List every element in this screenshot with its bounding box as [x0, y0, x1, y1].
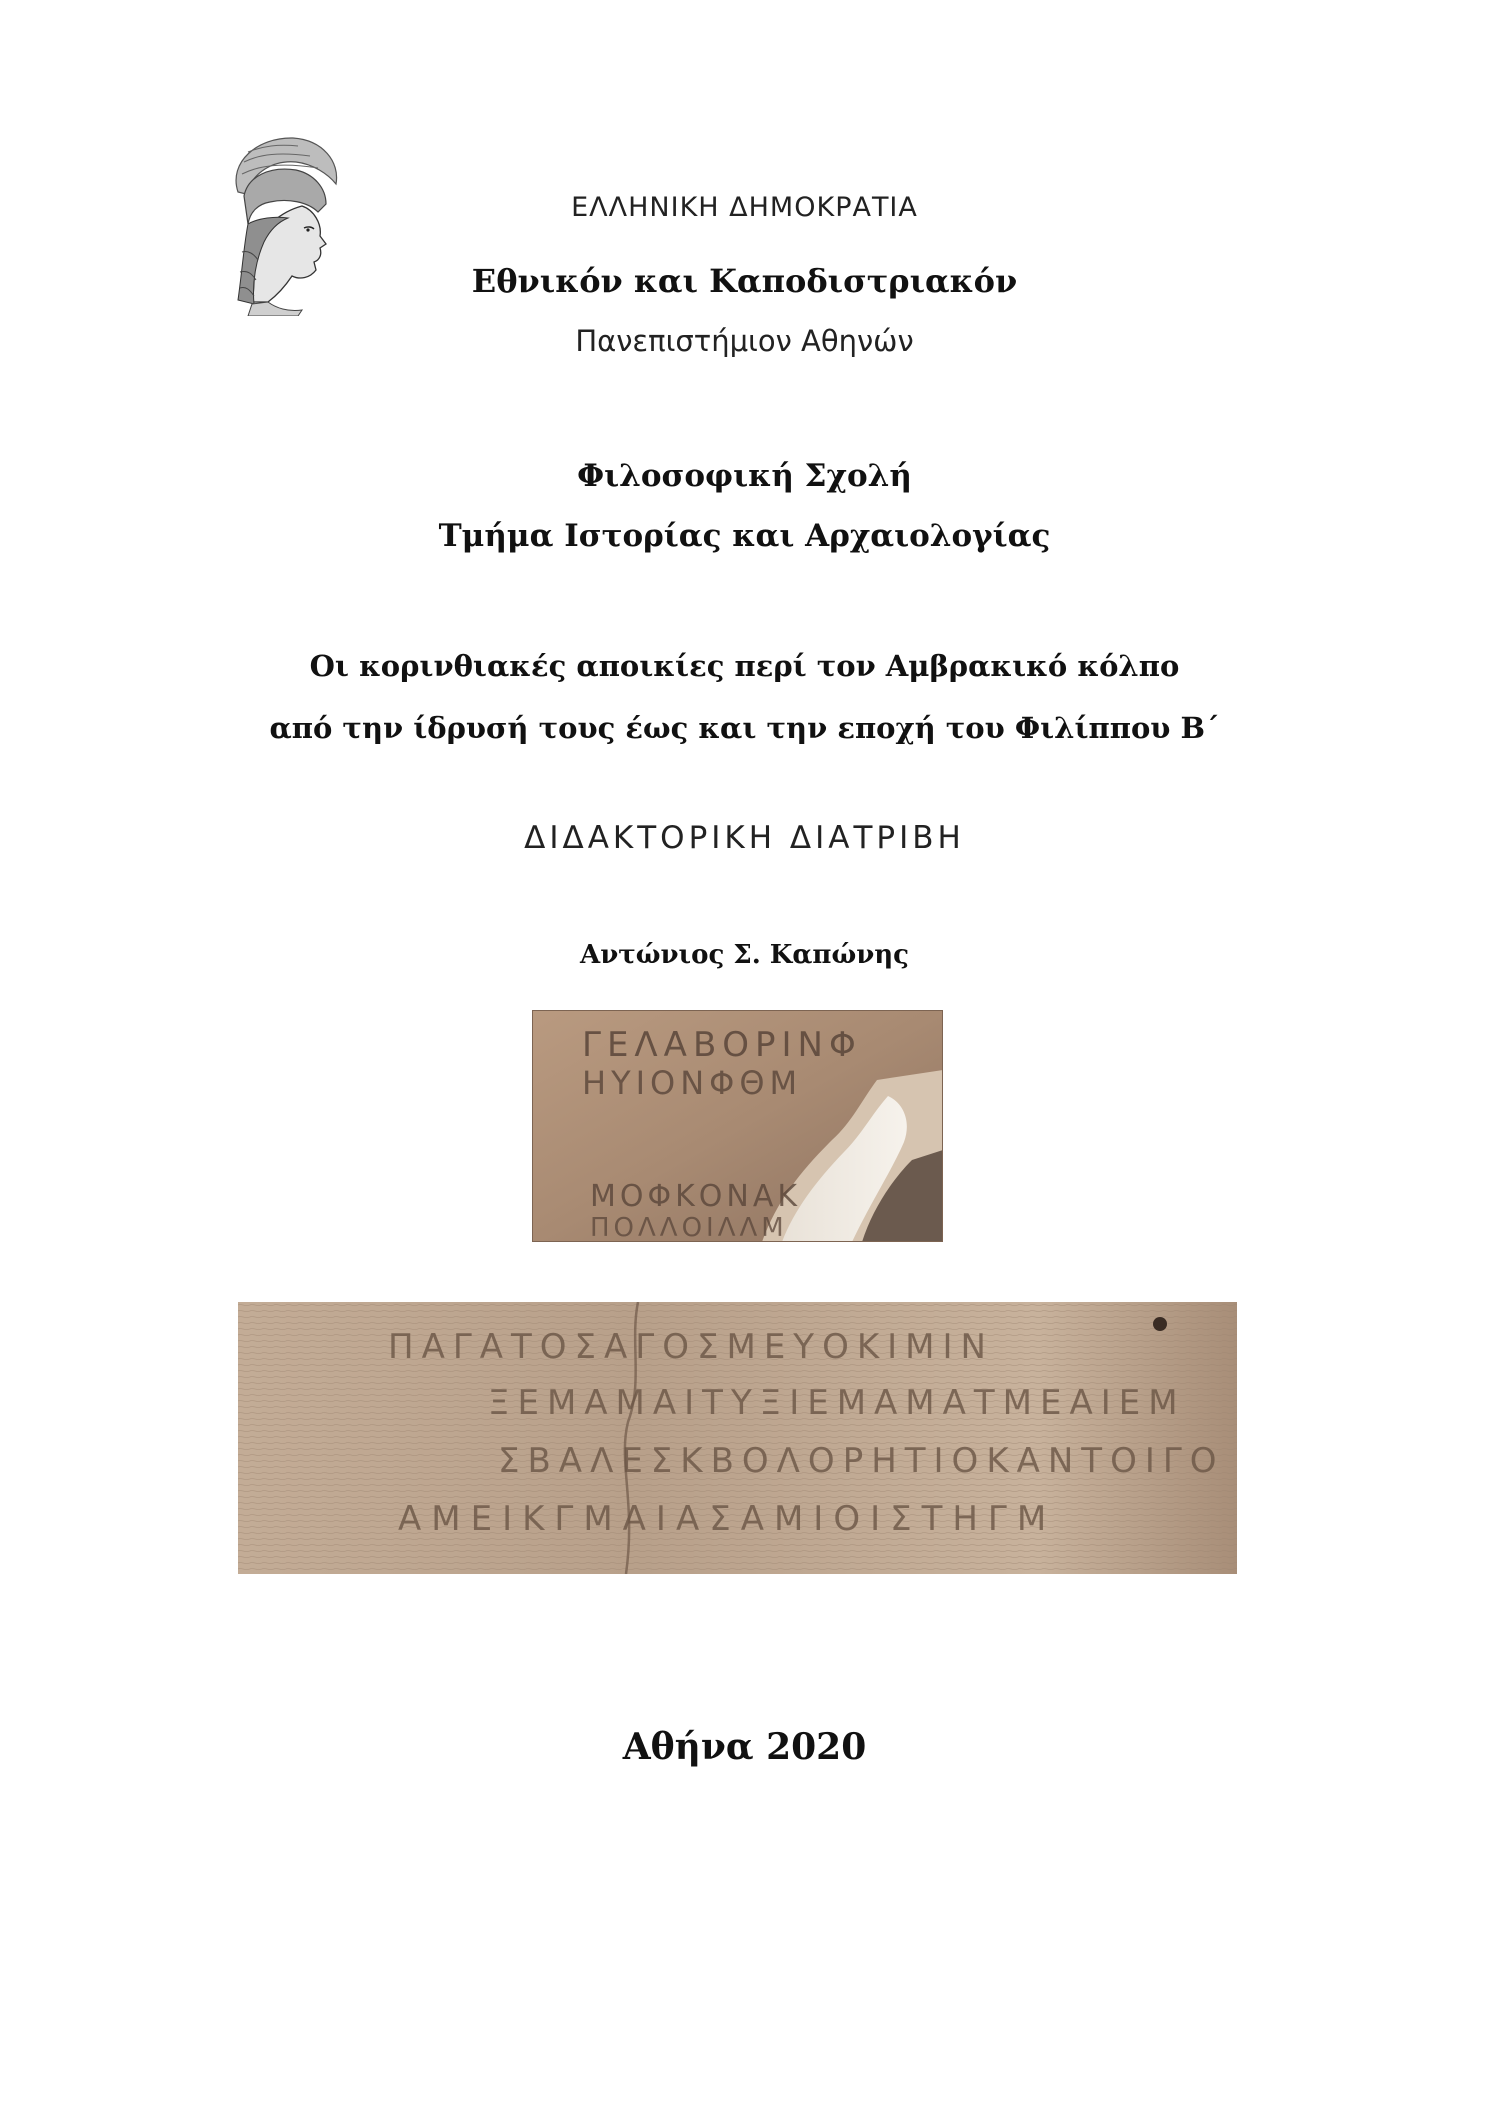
inscription-slab-line-4: ΑΜΕΙΚΓΜΑΙΑΣΑΜΙΟΙΣΤΗΓΜ	[398, 1499, 1057, 1539]
department-name: Τμήμα Ιστορίας και Αρχαιολογίας	[438, 518, 1051, 554]
thesis-type: ΔΙΔΑΚΤΟΡΙΚΗ ΔΙΑΤΡΙΒΗ	[524, 820, 965, 856]
inscription-fragment-line-2: ΗΥΙΟΝΦΘΜ	[582, 1064, 803, 1102]
thesis-title-line1: Οι κορινθιακές αποικίες περί τον Αμβρακικό κόλπο	[309, 649, 1180, 683]
inscription-slab-line-1: ΠΑΓΑΤΟΣΑΓΟΣΜΕΥΟΚΙΜΙΝ	[388, 1327, 994, 1367]
university-name-line2: Πανεπιστήμιον Αθηνών	[575, 324, 914, 358]
inscription-fragment-line-1: ΓΕΛΑΒΟΡΙΝΦ	[582, 1025, 862, 1065]
inscription-fragment-line-3: ΜΟΦΚΟΝΑΚ	[590, 1179, 802, 1214]
university-name-line1: Εθνικόν και Καποδιστριακόν	[471, 262, 1018, 300]
school-name: Φιλοσοφική Σχολή	[577, 458, 912, 494]
inscription-slab-line-2: ΞΕΜΑΜΑΙΤΥΞΙΕΜΑΜΑΤΜΕΑΙΕΜ	[488, 1383, 1186, 1423]
stone-inscription-slab-icon	[238, 1302, 1237, 1574]
author-name: Αντώνιος Σ. Καπώνης	[580, 940, 909, 970]
inscription-slab-line-3: ΣΒΑΛΕΣΚΒΟΛΟΡΗΤΙΟΚΑΝΤΟΙΓΟ	[498, 1441, 1225, 1481]
inscription-fragment-line-4: ΠΟΛΛΟΙΛΛΜ	[590, 1213, 788, 1242]
republic-heading: ΕΛΛΗΝΙΚΗ ΔΗΜΟΚΡΑΤΙΑ	[571, 192, 918, 223]
stone-inscription-fragment-icon	[532, 1010, 943, 1242]
thesis-title-line2: από την ίδρυσή τους έως και την εποχή του Φιλίππου Β΄	[269, 711, 1220, 745]
place-year: Αθήνα 2020	[622, 1726, 867, 1768]
